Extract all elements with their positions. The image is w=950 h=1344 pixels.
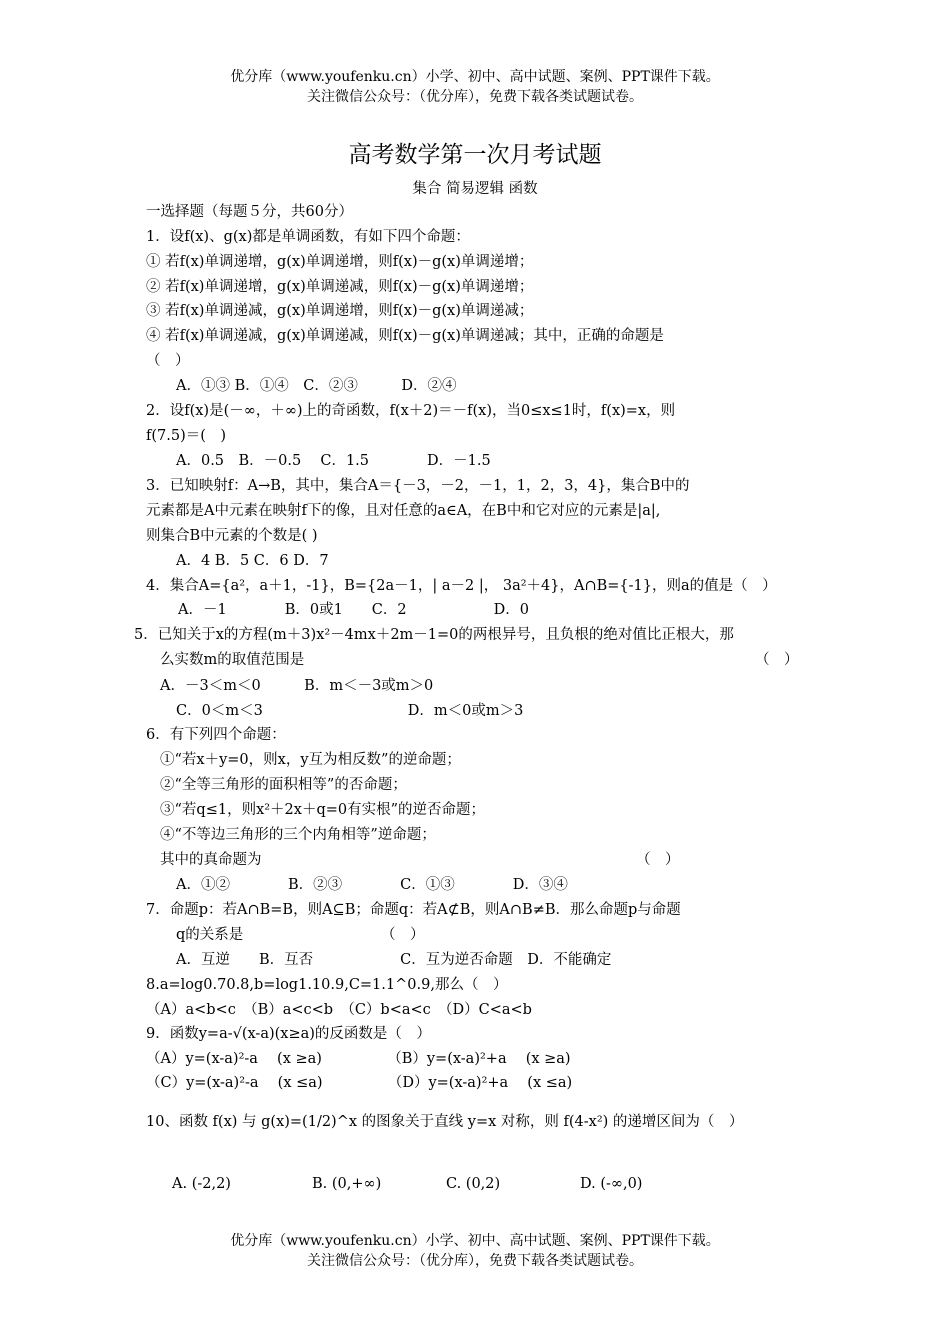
footer-line-1: 优分库（www.youfenku.cn）小学、初中、高中试题、案例、PPT课件下载。 <box>230 1233 720 1249</box>
q10-stem: 10、函数 f(x) 与 g(x)=(1/2)^x 的图象关于直线 y=x 对称，则 f(4-x²) 的递增区间为（ ） <box>146 1114 744 1130</box>
q5-answer-bracket: （ ） <box>755 652 799 668</box>
q8-options: （A）a<b<c （B）a<c<b （C）b<a<c （D）C<a<b <box>146 1002 532 1018</box>
q3-stem-cont-1: 元素都是A中元素在映射f下的像，且对任意的a∈A，在B中和它对应的元素是|a|, <box>146 503 661 519</box>
q1-stem: 1．设f(x)、g(x)都是单调函数，有如下四个命题： <box>146 229 470 245</box>
q5-options-ab: A．－3＜m＜0 B．m＜－3或m＞0 <box>160 678 434 694</box>
q1-prop-3: ③ 若f(x)单调递减，g(x)单调递增，则f(x)－g(x)单调递减； <box>146 303 534 319</box>
q6-answer-bracket: （ ） <box>636 852 680 868</box>
q10-option-b: B. (0,+∞) <box>312 1176 382 1192</box>
q6-question: 其中的真命题为 <box>160 852 262 868</box>
q6-options: A．①② B．②③ C．①③ D．③④ <box>176 877 568 893</box>
footer-line-2: 关注微信公众号：（优分库），免费下载各类试题试卷。 <box>307 1253 643 1269</box>
page-subtitle: 集合 简易逻辑 函数 <box>412 181 538 197</box>
q5-options-cd: C．0＜m＜3 D．m＜0或m＞3 <box>176 703 524 719</box>
q7-stem-cont: q的关系是 （ ） <box>176 927 425 943</box>
header-line-2: 关注微信公众号：（优分库），免费下载各类试题试卷。 <box>307 89 643 105</box>
q2-options: A．0.5 B．－0.5 C．1.5 D．－1.5 <box>176 453 491 469</box>
q7-options: A．互逆 B．互否 C．互为逆否命题 D．不能确定 <box>176 952 612 968</box>
q1-answer-bracket: （ ） <box>146 353 190 369</box>
q9-options-ab: （A）y=(x-a)²-a (x ≥a) （B）y=(x-a)²+a (x ≥a) <box>146 1051 571 1067</box>
q7-stem: 7．命题p：若A∩B=B，则A⊆B；命题q：若A⊄B，则A∩B≠B．那么命题p与命题 <box>146 902 681 918</box>
q5-stem: 5．已知关于x的方程(m＋3)x²－4mx＋2m－1=0的两根异号，且负根的绝对值比正根大，那 <box>134 627 734 643</box>
q4-stem: 4．集合A={a²，a＋1，-1}，B={2a－1，| a－2 |， 3a²＋4}，A∩B={-1}，则a的值是（ ） <box>146 578 777 594</box>
q6-stem: 6．有下列四个命题： <box>146 727 286 743</box>
q4-options: A．－1 B．0或1 C．2 D．0 <box>178 602 529 618</box>
q2-stem: 2．设f(x)是(－∞，＋∞)上的奇函数，f(x＋2)＝－f(x)，当0≤x≤1时，f(x)=x，则 <box>146 403 676 419</box>
q10-option-c: C. (0,2) <box>446 1176 501 1192</box>
header-line-1: 优分库（www.youfenku.cn）小学、初中、高中试题、案例、PPT课件下载。 <box>230 69 720 85</box>
q1-options: A．①③ B．①④ C．②③ D．②④ <box>176 378 457 394</box>
page-title: 高考数学第一次月考试题 <box>348 142 602 168</box>
q10-option-d: D. (-∞,0) <box>580 1176 643 1192</box>
q3-stem: 3．已知映射f：A→B，其中，集合A＝{－3，－2，－1，1，2，3，4}，集合B中的 <box>146 478 690 494</box>
q6-prop-4: ④“不等边三角形的三个内角相等”逆命题； <box>160 827 436 843</box>
q3-options: A．4 B．5 C．6 D．7 <box>176 553 329 569</box>
q6-prop-3: ③“若q≤1，则x²＋2x＋q=0有实根”的逆否命题； <box>160 802 486 818</box>
q1-prop-1: ① 若f(x)单调递增，g(x)单调递增，则f(x)－g(x)单调递增； <box>146 254 534 270</box>
q6-prop-2: ②“全等三角形的面积相等”的否命题； <box>160 777 407 793</box>
q5-stem-cont: 么实数m的取值范围是 <box>160 652 305 668</box>
q1-prop-4: ④ 若f(x)单调递减，g(x)单调递减，则f(x)－g(x)单调递减；其中，正确的命题是 <box>146 328 664 344</box>
q9-options-cd: （C）y=(x-a)²-a (x ≤a) （D）y=(x-a)²+a (x ≤a) <box>146 1075 573 1091</box>
q9-stem: 9．函数y=a-√(x-a)(x≥a)的反函数是（ ） <box>146 1026 431 1042</box>
section-heading: 一选择题（每题５分，共60分） <box>146 204 353 220</box>
q6-prop-1: ①“若x＋y=0，则x，y互为相反数”的逆命题； <box>160 752 461 768</box>
q1-prop-2: ② 若f(x)单调递增，g(x)单调递减，则f(x)－g(x)单调递增； <box>146 279 534 295</box>
q2-stem-cont: f(7.5)＝( ) <box>146 428 227 444</box>
q10-option-a: A. (-2,2) <box>172 1176 231 1192</box>
q8-stem: 8.a=log0.70.8,b=log1.10.9,C=1.1^0.9,那么（ ） <box>146 977 508 993</box>
q3-stem-cont-2: 则集合B中元素的个数是( ) <box>146 528 318 544</box>
